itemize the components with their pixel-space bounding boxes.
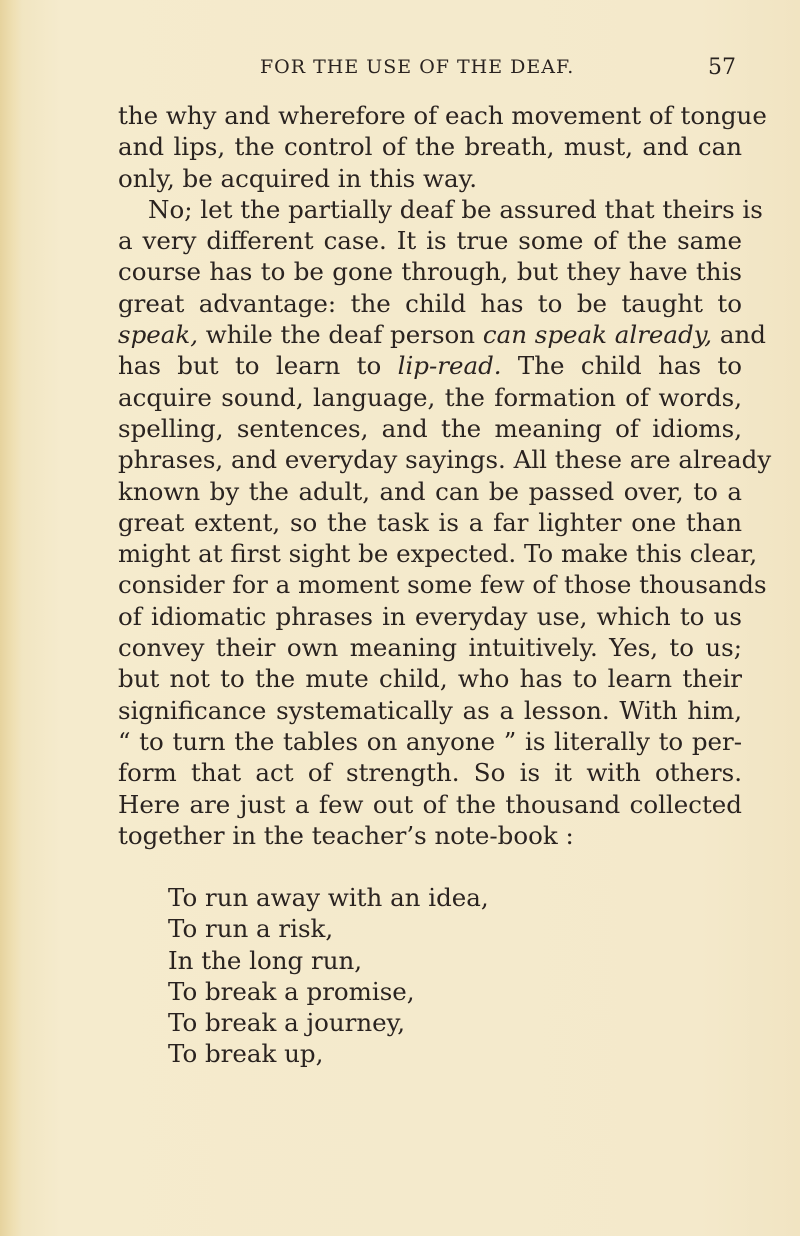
page-number: 57 bbox=[708, 55, 736, 80]
text-line: of idiomatic phrases in everyday use, which to us bbox=[118, 601, 742, 631]
running-head: FOR THE USE OF THE DEAF. bbox=[260, 56, 575, 78]
text-line: No; let the partially deaf be assured that theirs is bbox=[148, 194, 763, 224]
text-line: course has to be gone through, but they have this bbox=[118, 257, 742, 287]
body-text bbox=[118, 100, 772, 851]
emphasis-can-speak-already: can speak already, bbox=[482, 320, 713, 350]
text-line: significance systematically as a lesson. With him, bbox=[118, 695, 742, 725]
text-line: great extent, so the task is a far lighter one than bbox=[118, 507, 742, 537]
binding-gutter bbox=[0, 0, 22, 1236]
text-line: and lips, the control of the breath, must, and can bbox=[118, 132, 742, 162]
text-fragment: and bbox=[719, 320, 766, 350]
text-line-mixed bbox=[118, 319, 766, 350]
text-line: convey their own meaning intuitively. Yes, to us; bbox=[118, 633, 742, 663]
text-line: phrases, and everyday sayings. All these are already bbox=[118, 445, 772, 475]
text-fragment: The child has to bbox=[517, 351, 742, 381]
idiom-list bbox=[168, 882, 489, 1070]
text-line: but not to the mute child, who has to learn their bbox=[118, 664, 742, 694]
idiom-item: To break a journey, bbox=[168, 1008, 405, 1038]
text-line: only, be acquired in this way. bbox=[118, 163, 477, 193]
text-line: form that act of strength. So is it with others. bbox=[118, 758, 742, 788]
text-line: known by the adult, and can be passed over, to a bbox=[118, 476, 742, 506]
idiom-item: To run a risk, bbox=[168, 914, 334, 944]
text-line: “ to turn the tables on anyone ” is literally to per- bbox=[118, 726, 742, 756]
text-line: Here are just a few out of the thousand collected bbox=[118, 789, 742, 819]
idiom-item: To break up, bbox=[168, 1039, 324, 1069]
idiom-item: In the long run, bbox=[168, 945, 363, 975]
text-line: acquire sound, language, the formation of words, bbox=[118, 382, 742, 412]
idiom-item: To run away with an idea, bbox=[168, 883, 489, 912]
text-line: great advantage: the child has to be taught to bbox=[118, 288, 742, 318]
emphasis-speak: speak, bbox=[118, 320, 198, 350]
text-line: the why and wherefore of each movement of tongue bbox=[118, 101, 767, 130]
text-fragment: while the deaf person bbox=[205, 320, 476, 350]
text-line: might at first sight be expected. To make this clear, bbox=[118, 539, 758, 569]
idiom-item: To break a promise, bbox=[168, 976, 415, 1006]
text-line-mixed bbox=[118, 350, 742, 381]
text-line: together in the teacher’s note-book : bbox=[118, 820, 574, 850]
emphasis-lip-read: lip-read. bbox=[397, 351, 502, 381]
page-header bbox=[120, 56, 740, 86]
text-fragment: has but to learn to bbox=[118, 351, 382, 381]
text-line: consider for a moment some few of those thousands bbox=[118, 570, 767, 600]
text-line: a very different case. It is true some of the same bbox=[118, 226, 742, 256]
text-line: spelling, sentences, and the meaning of idioms, bbox=[118, 413, 742, 443]
